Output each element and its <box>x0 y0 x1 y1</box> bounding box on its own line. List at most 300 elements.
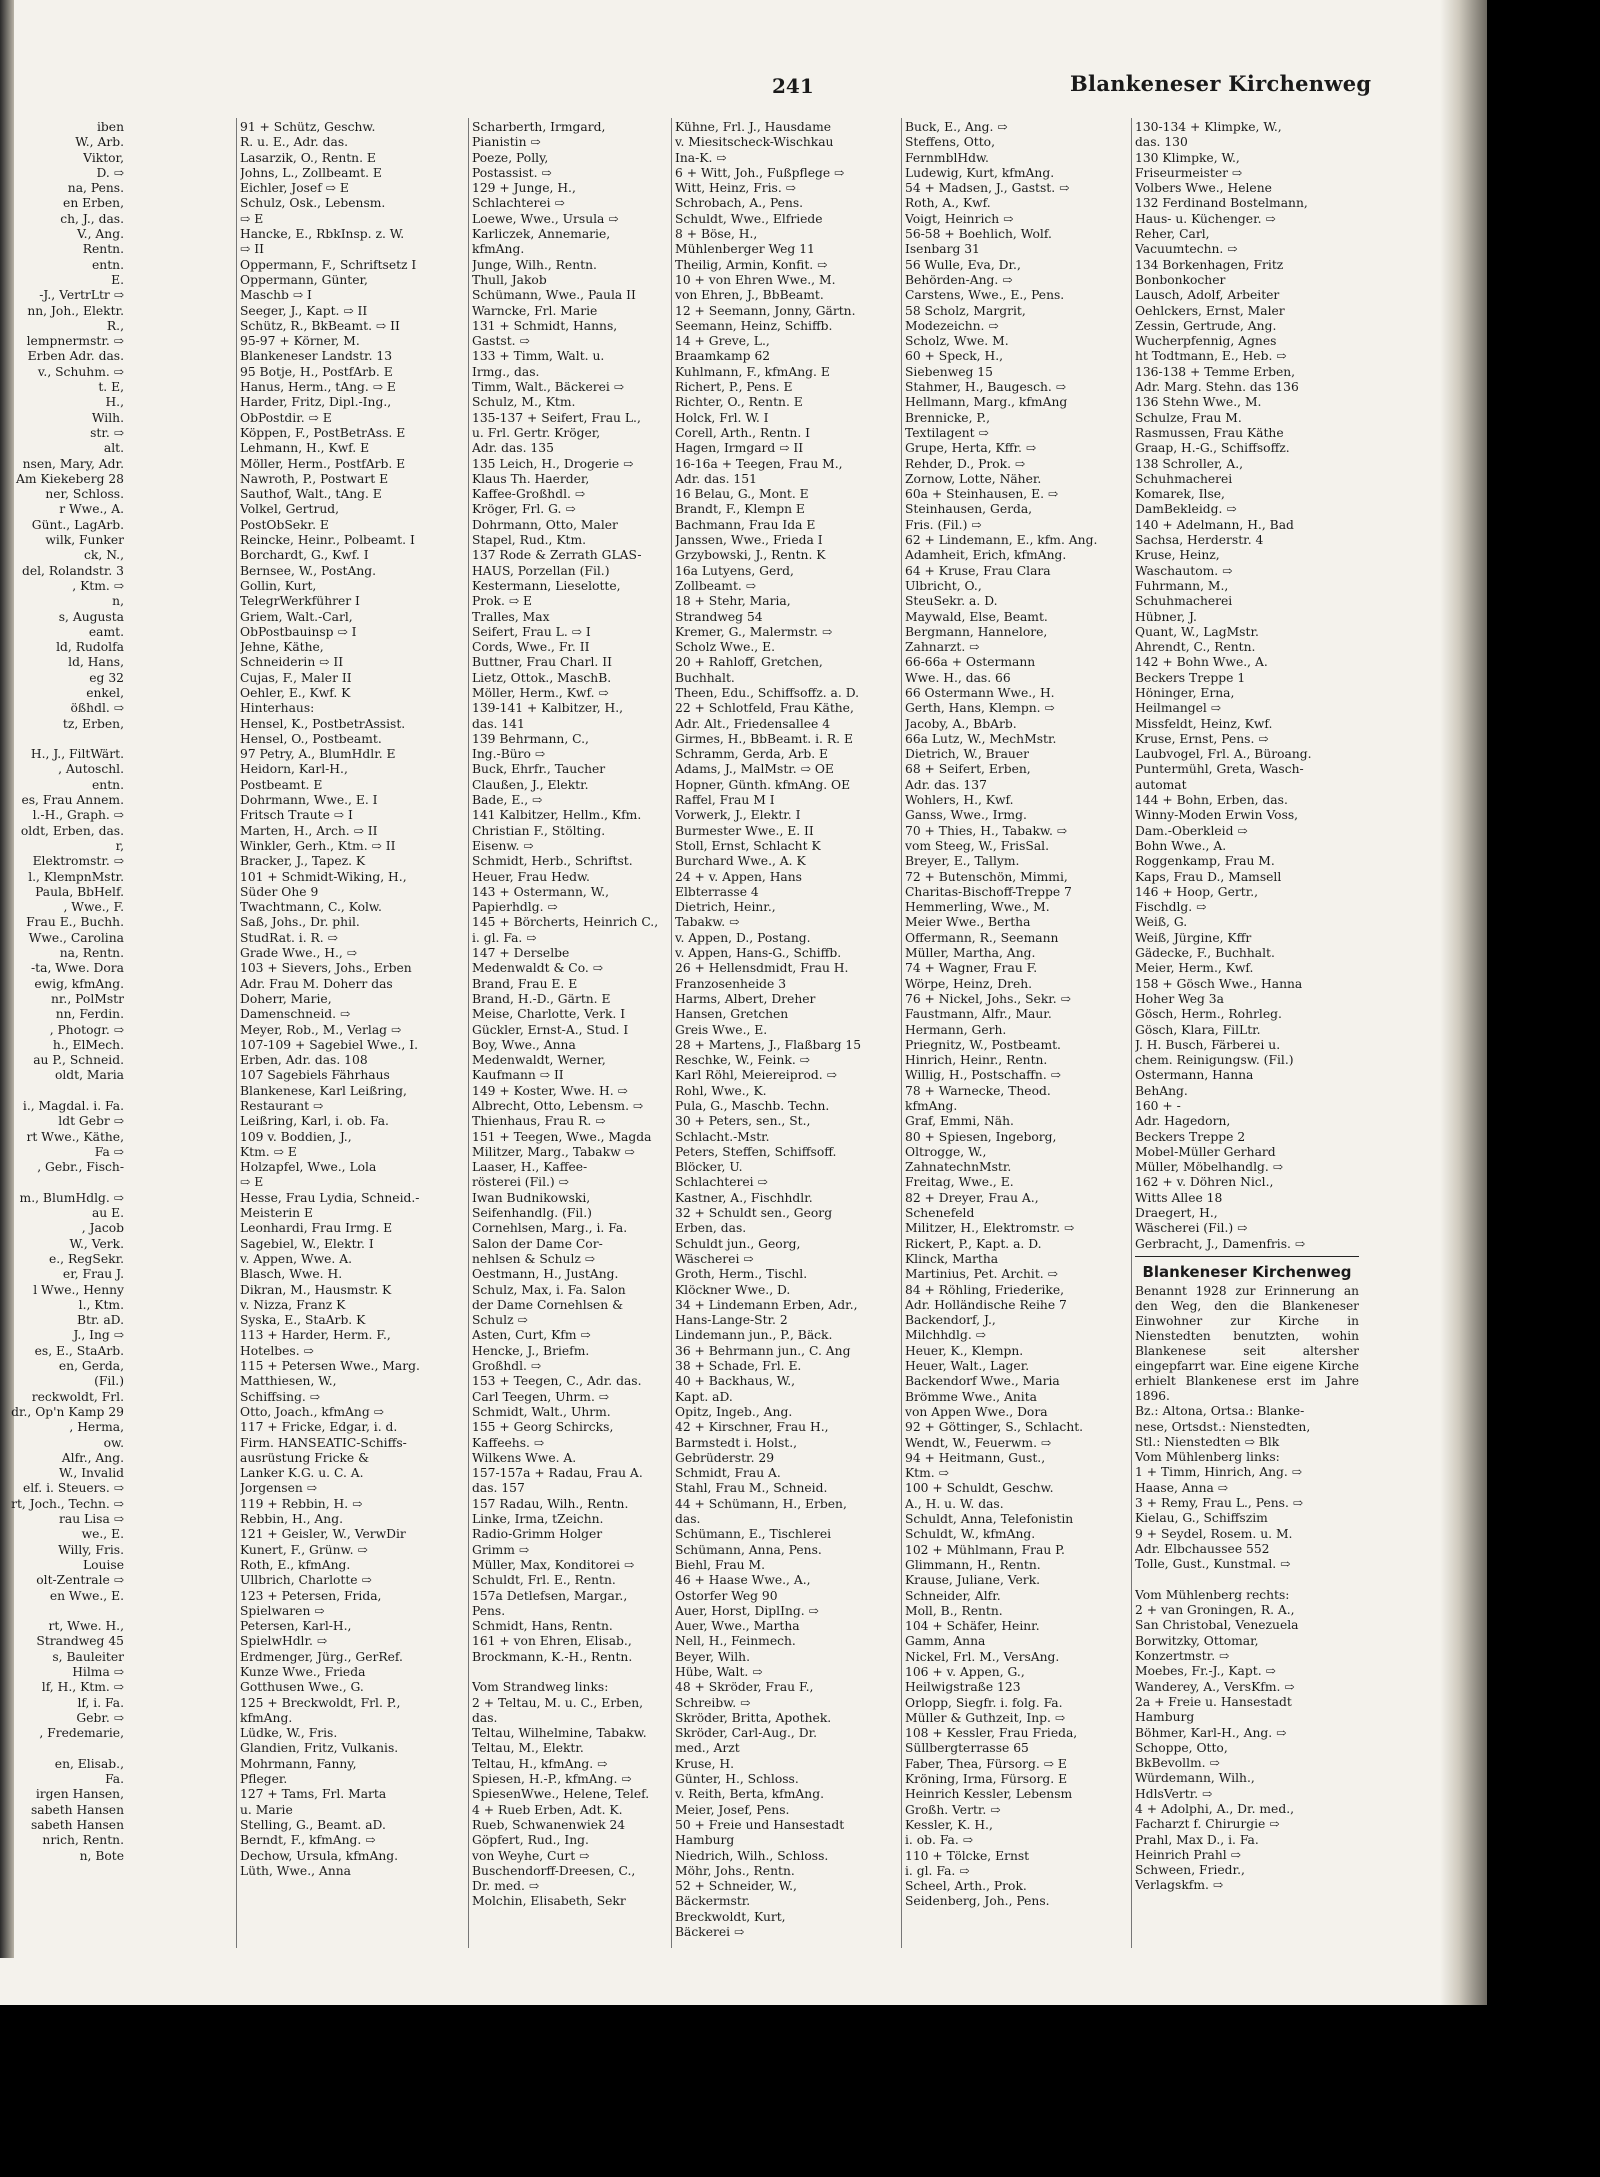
directory-entry-line: Blöcker, U. <box>675 1160 743 1175</box>
directory-entry-line: Siebenweg 15 <box>905 364 993 379</box>
directory-entry-line: Elbterrasse 4 <box>675 884 759 899</box>
directory-entry-line: FernmblHdw. <box>905 150 989 165</box>
column-3 <box>675 120 903 1940</box>
directory-entry-line: 137 Rode & Zerrath GLAS- <box>472 548 642 563</box>
directory-entry-line: Hagen, Irmgard ⇨ II <box>675 441 804 456</box>
directory-entry-line: 62 + Lindemann, E., kfm. Ang. <box>905 533 1098 548</box>
directory-entry-line: W., Arb. <box>75 135 124 150</box>
directory-entry-line: Hensel, K., PostbetrAssist. <box>240 716 406 731</box>
directory-entry-line: 54 + Madsen, J., Gastst. ⇨ <box>905 181 1070 196</box>
directory-entry-line: au P., Schneid. <box>33 1053 124 1068</box>
directory-entry-line: 76 + Nickel, Johs., Sekr. ⇨ <box>905 991 1071 1006</box>
directory-entry-line: 12 + Seemann, Jonny, Gärtn. <box>675 303 856 318</box>
directory-entry-line: Stl.: Nienstedten ⇨ Blk <box>1135 1434 1280 1449</box>
directory-entry-line <box>472 1665 700 1680</box>
directory-entry-line: Hemmerling, Wwe., M. <box>905 900 1050 915</box>
directory-entry-line: Konzertmstr. ⇨ <box>1135 1649 1230 1664</box>
directory-entry-line: 138 Schroller, A., <box>1135 456 1244 471</box>
directory-entry-line: ObPostbauinsp ⇨ I <box>240 624 357 639</box>
directory-entry-line: Theilig, Armin, Konfit. ⇨ <box>675 257 828 272</box>
directory-entry-line: na, Rentn. <box>59 946 124 961</box>
directory-entry-line: , Herma, <box>69 1420 124 1435</box>
directory-entry-line: Schulz ⇨ <box>472 1313 528 1328</box>
directory-entry-line: Hoher Weg 3a <box>1135 991 1224 1006</box>
directory-entry-line: Marten, H., Arch. ⇨ II <box>240 823 378 838</box>
directory-entry-line: Gösch, Herm., Rohrleg. <box>1135 1007 1282 1022</box>
directory-entry-line: tz, Erben, <box>62 716 124 731</box>
directory-entry-line: en, Elisab., <box>54 1756 124 1771</box>
directory-entry-line: Brennicke, P., <box>905 410 990 425</box>
directory-entry-line: HAUS, Porzellan (Fil.) <box>472 563 610 578</box>
directory-entry-line: Asten, Curt, Kfm ⇨ <box>472 1328 591 1343</box>
directory-entry-line: Sagebiel, W., Elektr. I <box>240 1236 374 1251</box>
directory-entry-line: Thull, Jakob <box>472 272 547 287</box>
directory-entry-line: 155 + Georg Schircks, <box>472 1420 614 1435</box>
directory-entry-line: Lüth, Wwe., Anna <box>240 1863 351 1878</box>
directory-entry-line: i., Magdal. i. Fa. <box>22 1099 124 1113</box>
directory-entry-line: 60a + Steinhausen, E. ⇨ <box>905 487 1059 502</box>
directory-entry-line: Papierhdlg. ⇨ <box>472 900 558 915</box>
directory-entry-line: 157 Radau, Wilh., Rentn. <box>472 1496 629 1511</box>
directory-entry-line: Radio-Grimm Holger <box>472 1527 603 1542</box>
directory-entry-line: Gerbracht, J., Damenfris. ⇨ <box>1135 1236 1306 1251</box>
directory-entry-line: Fa. <box>105 1772 124 1787</box>
directory-entry-line: Kröning, Irma, Fürsorg. E <box>905 1772 1068 1787</box>
directory-entry-line: H., J., FiltWärt. <box>30 747 124 762</box>
directory-entry-line: Moll, B., Rentn. <box>905 1603 1003 1618</box>
directory-entry-line: Ina-K. ⇨ <box>675 150 727 165</box>
directory-entry-line: Adr. das. 137 <box>905 777 987 792</box>
directory-entry-line: elf. i. Steuers. ⇨ <box>22 1481 124 1496</box>
directory-entry-line: Beyer, Wilh. <box>675 1649 750 1664</box>
directory-entry-line: 3 + Remy, Frau L., Pens. ⇨ <box>1135 1496 1304 1511</box>
directory-entry-line: Auer, Horst, DiplIng. ⇨ <box>675 1603 819 1618</box>
directory-entry-line: Graap, H.-G., Schiffsoffz. <box>1135 441 1290 456</box>
directory-entry-line: Seifert, Frau L. ⇨ I <box>472 624 591 639</box>
directory-entry-line: rt, Wwe. H., <box>48 1619 124 1634</box>
directory-entry-line: R. u. E., Adr. das. <box>240 135 349 150</box>
directory-entry-line: 136-138 + Temme Erben, <box>1135 364 1296 379</box>
directory-entry-line: 48 + Skröder, Frau F., <box>675 1680 814 1695</box>
directory-entry-line: Ulbricht, O., <box>905 578 982 593</box>
directory-entry-line: Fris. (Fil.) ⇨ <box>905 517 982 532</box>
directory-entry-line: 66 Ostermann Wwe., H. <box>905 685 1055 700</box>
directory-entry-line: Kremer, G., Malermstr. ⇨ <box>675 624 833 639</box>
directory-entry-line: Bernsee, W., PostAng. <box>240 563 377 578</box>
directory-entry-line: Großhdl. ⇨ <box>472 1359 542 1374</box>
directory-entry-line: TelegrWerkführer I <box>240 594 360 609</box>
directory-entry-line: Buttner, Frau Charl. II <box>472 655 612 670</box>
directory-entry-line: Buschendorff-Dreesen, C., <box>472 1863 636 1878</box>
directory-entry-line: 42 + Kirschner, Frau H., <box>675 1420 829 1435</box>
directory-entry-line: irgen Hansen, <box>35 1787 124 1802</box>
directory-entry-line: Theen, Edu., Schiffsoffz. a. D. <box>675 685 860 700</box>
directory-entry-line: iben <box>96 120 124 134</box>
directory-entry-line: Offermann, R., Seemann <box>905 930 1059 945</box>
directory-entry-line: Hanus, Herm., tAng. ⇨ E <box>240 380 396 395</box>
directory-entry-line: von Weyhe, Curt ⇨ <box>472 1848 590 1863</box>
directory-entry-line: i. gl. Fa. ⇨ <box>472 930 537 945</box>
directory-entry-line: 10 + von Ehren Wwe., M. <box>675 272 836 287</box>
directory-entry-line: Zahnarzt. ⇨ <box>905 640 980 655</box>
directory-entry-line: Strandweg 54 <box>675 609 763 624</box>
directory-entry-line: Teltau, M., Elektr. <box>472 1741 584 1756</box>
directory-entry-line: Wendt, W., Feuerwm. ⇨ <box>905 1435 1052 1450</box>
directory-entry-line: Rickert, P., Kapt. a. D. <box>905 1236 1042 1251</box>
directory-entry-line: HdlsVertr. ⇨ <box>1135 1786 1213 1801</box>
directory-entry-line: lempnermstr. ⇨ <box>26 334 124 349</box>
directory-entry-line: Louise <box>82 1557 124 1572</box>
column-1 <box>240 120 468 1940</box>
directory-entry-line: Winkler, Gerh., Ktm. ⇨ II <box>240 838 396 853</box>
directory-entry-line: 146 + Hoop, Gertr., <box>1135 884 1259 899</box>
directory-entry-line: Dam.-Oberkleid ⇨ <box>1135 823 1248 838</box>
directory-entry-line: ch, J., das. <box>60 211 124 226</box>
directory-entry-line: l., KlempnMstr. <box>28 869 124 884</box>
directory-entry-line: Maywald, Else, Beamt. <box>905 609 1048 624</box>
directory-entry-line: v. Reith, Berta, kfmAng. <box>675 1787 824 1802</box>
directory-entry-line: 92 + Göttinger, S., Schlacht. <box>905 1420 1084 1435</box>
directory-entry-line: Brockmann, K.-H., Rentn. <box>472 1649 633 1664</box>
directory-entry-line: 100 + Schuldt, Geschw. <box>905 1481 1054 1496</box>
directory-entry-line: der Dame Cornehlsen & <box>472 1297 624 1312</box>
directory-entry-line: Ing.-Büro ⇨ <box>472 747 546 762</box>
directory-entry-line: Corell, Arth., Rentn. I <box>675 425 810 440</box>
directory-entry-line: rt, Joch., Techn. ⇨ <box>11 1496 124 1511</box>
directory-entry-line: Karl Röhl, Meiereiprod. ⇨ <box>675 1068 837 1083</box>
directory-entry-line: Adr. Hagedorn, <box>1135 1114 1231 1129</box>
directory-entry-line: Kapt. aD. <box>675 1389 733 1404</box>
directory-entry-line: 58 Scholz, Margrit, <box>905 303 1026 318</box>
directory-entry-line: Steinhausen, Gerda, <box>905 502 1033 517</box>
directory-entry-line: 74 + Wagner, Frau F. <box>905 961 1038 976</box>
directory-entry-line: Schenefeld <box>905 1206 975 1221</box>
directory-entry-line: Müller, Max, Konditorei ⇨ <box>472 1557 635 1572</box>
directory-entry-line: Kaps, Frau D., Mamsell <box>1135 869 1282 884</box>
directory-entry-line: Griem, Walt.-Carl, <box>240 609 353 624</box>
directory-entry-line: Klinck, Martha <box>905 1251 999 1266</box>
directory-entry-line: 64 + Kruse, Frau Clara <box>905 563 1051 578</box>
directory-entry-line: Dr. med. ⇨ <box>472 1879 540 1894</box>
directory-entry-line: we., E. <box>81 1527 124 1542</box>
directory-entry-line: 68 + Seifert, Erben, <box>905 762 1031 777</box>
directory-entry-line: 141 Kalbitzer, Hellm., Kfm. <box>472 808 642 823</box>
directory-entry-line: Orlopp, Siegfr. i. folg. Fa. <box>905 1695 1063 1710</box>
directory-entry-line: Ostorfer Weg 90 <box>675 1588 778 1603</box>
directory-entry-line: 16 Belau, G., Mont. E <box>675 487 809 502</box>
directory-entry-line: entn. <box>92 777 124 792</box>
directory-entry-line: Rasmussen, Frau Käthe <box>1135 425 1284 440</box>
directory-entry-line: Bracker, J., Tapez. K <box>240 854 366 869</box>
directory-entry-line: Eichler, Josef ⇨ E <box>240 181 349 196</box>
directory-entry-line: von Ehren, J., BbBeamt. <box>675 288 824 303</box>
directory-entry-line: Warncke, Frl. Marie <box>472 303 598 318</box>
column-2 <box>472 120 700 1940</box>
directory-entry-line: entn. <box>92 257 124 272</box>
directory-entry-line: 80 + Spiesen, Ingeborg, <box>905 1129 1057 1144</box>
directory-entry-line: Dohrmann, Wwe., E. I <box>240 793 378 808</box>
directory-entry-line: Prok. ⇨ E <box>472 594 533 609</box>
directory-entry-line: 102 + Mühlmann, Frau P. <box>905 1542 1065 1557</box>
directory-entry-line: Klöckner Wwe., D. <box>675 1282 791 1297</box>
directory-entry-line: Skröder, Carl-Aug., Dr. <box>675 1726 818 1741</box>
directory-entry-line: Volbers Wwe., Helene <box>1135 181 1272 196</box>
directory-entry-line: Gerth, Hans, Klempn. ⇨ <box>905 701 1055 716</box>
directory-entry-line <box>0 1175 128 1190</box>
directory-entry-line: Schütz, R., BkBeamt. ⇨ II <box>240 318 400 333</box>
directory-entry-line: Gastst. ⇨ <box>472 334 530 349</box>
directory-entry-line: 135 Leich, H., Drogerie ⇨ <box>472 456 634 471</box>
directory-entry-line <box>0 1084 128 1099</box>
directory-entry-line: Mühlenberger Weg 11 <box>675 242 815 257</box>
directory-entry-line: Wilh. <box>91 410 124 425</box>
directory-entry-line: Spielwaren ⇨ <box>240 1603 325 1618</box>
directory-entry-line: 34 + Lindemann Erben, Adr., <box>675 1297 858 1312</box>
column-4 <box>905 120 1133 1940</box>
directory-entry-line: Kielau, G., Schiffszim <box>1135 1511 1268 1526</box>
directory-entry-line: Franzosenheide 3 <box>675 976 787 991</box>
directory-entry-line: Reschke, W., Feink. ⇨ <box>675 1053 810 1068</box>
directory-entry-line: v. Appen, Wwe. A. <box>240 1251 352 1266</box>
directory-entry-line: Wanderey, A., VersKfm. ⇨ <box>1135 1679 1295 1694</box>
directory-entry-line: , Gebr., Fisch- <box>37 1160 124 1175</box>
directory-entry-line: Postbeamt. E <box>240 777 323 792</box>
directory-entry-line: W., Verk. <box>69 1236 124 1251</box>
directory-entry-line: Nickel, Frl. M., VersAng. <box>905 1649 1060 1664</box>
directory-entry-line: Schmidt, Hans, Rentn. <box>472 1619 613 1634</box>
directory-entry-line: Behörden-Ang. ⇨ <box>905 272 1013 287</box>
directory-entry-line: Strandweg 45 <box>36 1634 124 1649</box>
page-edge-shadow <box>1440 0 1487 2005</box>
directory-entry-line: Kühne, Frl. J., Hausdame <box>675 120 832 134</box>
directory-entry-line: e., RegSekr. <box>49 1251 124 1266</box>
directory-entry-line: 149 + Koster, Wwe. H. ⇨ <box>472 1083 628 1098</box>
directory-entry-line: , Ktm. ⇨ <box>72 578 124 593</box>
directory-entry-line: Fa ⇨ <box>94 1144 124 1159</box>
directory-entry-line: Hans-Lange-Str. 2 <box>675 1313 788 1328</box>
directory-entry-line: 66-66a + Ostermann <box>905 655 1036 670</box>
directory-entry-line: Erben, Adr. das. 108 <box>240 1053 368 1068</box>
directory-entry-line: 94 + Heitmann, Gust., <box>905 1450 1046 1465</box>
directory-entry-line: 135-137 + Seifert, Frau L., <box>472 410 641 425</box>
directory-entry-line: sabeth Hansen <box>30 1802 124 1817</box>
directory-entry-line: Teltau, Wilhelmine, Tabakw. <box>472 1726 647 1741</box>
directory-entry-line: Elektromstr. ⇨ <box>32 854 124 869</box>
directory-entry-line: Oppermann, Günter, <box>240 272 368 287</box>
directory-entry-line: Junge, Wilh., Rentn. <box>472 257 597 272</box>
directory-entry-line: Gösch, Klara, FilLtr. <box>1135 1022 1261 1037</box>
directory-entry-line: s, Bauleiter <box>52 1649 124 1664</box>
directory-entry-line: Adams, J., MalMstr. ⇨ OE <box>675 762 834 777</box>
directory-entry-line: Fritsch Traute ⇨ I <box>240 808 353 823</box>
directory-entry-line: von Appen Wwe., Dora <box>905 1404 1048 1419</box>
directory-entry-line: 162 + v. Döhren Nicl., <box>1135 1175 1274 1190</box>
directory-entry-line: Salon der Dame Cor- <box>472 1236 603 1251</box>
directory-entry-line: Eisenw. ⇨ <box>472 838 534 853</box>
directory-entry-line: Möller, Herm., PostfArb. E <box>240 456 406 471</box>
directory-entry-line: Göpfert, Rud., Ing. <box>472 1833 589 1848</box>
directory-entry-line: Böhmer, Karl-H., Ang. ⇨ <box>1135 1725 1287 1740</box>
directory-entry-line: 30 + Peters, sen., St., <box>675 1114 811 1129</box>
directory-entry-line: Albrecht, Otto, Lebensm. ⇨ <box>472 1099 644 1113</box>
directory-entry-line: 6 + Witt, Joh., Fußpflege ⇨ <box>675 165 845 180</box>
directory-entry-line: Barmstedt i. Holst., <box>675 1435 798 1450</box>
directory-entry-line: Holck, Frl. W. I <box>675 410 769 425</box>
directory-entry-line: Linke, Irma, tZeichn. <box>472 1512 604 1527</box>
directory-entry-line: ⇨ E <box>240 211 264 226</box>
directory-entry-line: Ullbrich, Charlotte ⇨ <box>240 1573 372 1588</box>
directory-entry-line: Paula, BbHelf. <box>35 884 124 899</box>
directory-entry-line: Schuldt jun., Georg, <box>675 1236 801 1251</box>
directory-entry-line: 129 + Junge, H., <box>472 181 576 196</box>
directory-entry-line: Hübner, J. <box>1135 609 1197 624</box>
directory-entry-line: 140 + Adelmann, H., Bad <box>1135 517 1294 532</box>
directory-entry-line: Witt, Heinz, Fris. ⇨ <box>675 181 796 196</box>
directory-entry-line: Hancke, E., RbkInsp. z. W. <box>240 227 405 242</box>
directory-entry-line: Bohn Wwe., A. <box>1135 838 1227 853</box>
directory-entry-line: kfmAng. <box>905 1099 958 1113</box>
directory-entry-line: Biehl, Frau M. <box>675 1557 765 1572</box>
directory-entry-line: Seifenhandlg. (Fil.) <box>472 1206 592 1221</box>
directory-entry-line: ht Todtmann, E., Heb. ⇨ <box>1135 349 1287 364</box>
directory-entry-line: Rentn. <box>82 242 124 257</box>
directory-entry-line: Claußen, J., Elektr. <box>472 777 589 792</box>
directory-entry-line: Nawroth, P., Postwart E <box>240 471 389 486</box>
directory-entry-line: Draegert, H., <box>1135 1206 1218 1221</box>
directory-entry-line: Erdmenger, Jürg., GerRef. <box>240 1649 403 1664</box>
directory-entry-line: Heidorn, Karl-H., <box>240 762 348 777</box>
directory-entry-line: Schuhmacherei <box>1135 471 1233 486</box>
directory-entry-line: 2a + Freie u. Hansestadt <box>1135 1694 1292 1709</box>
directory-entry-line: Hensel, O., Postbeamt. <box>240 731 382 746</box>
directory-entry-line: Kessler, K. H., <box>905 1817 993 1832</box>
directory-entry-line: Kaffeehs. ⇨ <box>472 1435 545 1450</box>
directory-entry-line: A., H. u. W. das. <box>905 1496 1004 1511</box>
directory-entry-line: Hübe, Walt. ⇨ <box>675 1664 763 1679</box>
directory-entry-line: 107-109 + Sagebiel Wwe., I. <box>240 1037 418 1052</box>
directory-entry-line: SpiesenWwe., Helene, Telef. <box>472 1787 650 1802</box>
directory-entry-line: Roth, E., kfmAng. <box>240 1557 351 1572</box>
directory-entry-line: Karliczek, Annemarie, <box>472 227 611 242</box>
directory-entry-line: 101 + Schmidt-Wiking, H., <box>240 869 407 884</box>
directory-entry-line: 91 + Schütz, Geschw. <box>240 120 376 134</box>
directory-entry-line: 117 + Fricke, Edgar, i. d. <box>240 1420 398 1435</box>
directory-entry-line: Höninger, Erna, <box>1135 685 1235 700</box>
directory-entry-line: 108 + Kessler, Frau Frieda, <box>905 1726 1078 1741</box>
directory-entry-line: ld, Rudolfa <box>56 640 124 655</box>
directory-entry-line: Kastner, A., Fischhdlr. <box>675 1190 813 1205</box>
directory-entry-line: Alfr., Ang. <box>61 1450 124 1465</box>
directory-entry-line: Puntermühl, Greta, Wasch- <box>1135 762 1304 777</box>
directory-entry-line: Adr. Frau M. Doherr das <box>240 976 393 991</box>
directory-entry-line: en Erben, <box>63 196 124 211</box>
directory-entry-line: Heilmangel ⇨ <box>1135 701 1222 716</box>
directory-entry-line: 104 + Schäfer, Heinr. <box>905 1619 1040 1634</box>
directory-entry-line: Oehlckers, Ernst, Maler <box>1135 303 1285 318</box>
directory-entry-line: -J., VertrLtr ⇨ <box>39 288 124 303</box>
directory-entry-line: Lindemann jun., P., Bäck. <box>675 1328 833 1343</box>
directory-entry-line: Medenwaldt, Werner, <box>472 1053 606 1068</box>
directory-entry-line: SteuSekr. a. D. <box>905 594 998 609</box>
directory-entry-line: Grupe, Herta, Kffr. ⇨ <box>905 441 1037 456</box>
directory-entry-line: 20 + Rahloff, Gretchen, <box>675 655 823 670</box>
directory-entry-line: Vom Mühlenberg rechts: <box>1135 1587 1290 1602</box>
directory-entry-line: Ostermann, Hanna <box>1135 1068 1254 1083</box>
directory-entry-line: Lausch, Adolf, Arbeiter <box>1135 288 1280 303</box>
directory-entry-line: Irmg., das. <box>472 364 540 379</box>
directory-entry-line: Backendorf Wwe., Maria <box>905 1374 1060 1389</box>
scan-background <box>0 2005 1600 2177</box>
directory-entry-line: Schulz, M., Ktm. <box>472 395 576 410</box>
directory-entry-line: Burchard Wwe., A. K <box>675 854 806 869</box>
directory-entry-line: v. Appen, D., Postang. <box>675 930 811 945</box>
directory-entry-line: 119 + Rebbin, H. ⇨ <box>240 1496 363 1511</box>
directory-entry-line: t. E, <box>98 380 124 395</box>
directory-entry-line: Facharzt f. Chirurgie ⇨ <box>1135 1817 1280 1832</box>
directory-entry-line: Schuhmacherei <box>1135 594 1233 609</box>
directory-entry-line: Oltrogge, W., <box>905 1144 987 1159</box>
directory-entry-line: 151 + Teegen, Wwe., Magda <box>472 1129 652 1144</box>
directory-entry-line: ObPostdir. ⇨ E <box>240 410 332 425</box>
directory-entry-line: Schulz, Max, i. Fa. Salon <box>472 1282 626 1297</box>
directory-entry-line: Scheel, Arth., Prok. <box>905 1879 1027 1894</box>
directory-entry-line: Textilagent ⇨ <box>905 425 989 440</box>
directory-entry-line: 127 + Tams, Frl. Marta <box>240 1787 387 1802</box>
directory-entry-line: Pianistin ⇨ <box>472 135 541 150</box>
directory-entry-line: 136 Stehn Wwe., M. <box>1135 395 1262 410</box>
directory-entry-line: 147 + Derselbe <box>472 946 570 961</box>
directory-entry-line: Zollbeamt. ⇨ <box>675 578 757 593</box>
directory-entry-line: 131 + Schmidt, Hanns, <box>472 318 618 333</box>
directory-entry-line: Sachsa, Herderstr. 4 <box>1135 533 1264 548</box>
directory-entry-line: 8 + Böse, H., <box>675 227 758 242</box>
directory-entry-line: Borwitzky, Ottomar, <box>1135 1633 1259 1648</box>
directory-entry-line: R., <box>106 318 124 333</box>
directory-entry-line: 32 + Schuldt sen., Georg <box>675 1206 833 1221</box>
directory-entry-line: Cords, Wwe., Fr. II <box>472 640 590 655</box>
directory-entry-line: V., Ang. <box>76 227 124 242</box>
directory-entry-line: 44 + Schümann, H., Erben, <box>675 1496 847 1511</box>
directory-entry-line: Medenwaldt & Co. ⇨ <box>472 961 604 976</box>
directory-entry-line: Lasarzik, O., Rentn. E <box>240 150 376 165</box>
directory-entry-line: olt-Zentrale ⇨ <box>36 1573 124 1588</box>
directory-entry-line: Isenbarg 31 <box>905 242 980 257</box>
directory-entry-line: enkel, <box>86 685 124 700</box>
directory-entry-line: Seidenberg, Joh., Pens. <box>905 1894 1050 1909</box>
directory-entry-line: Wwe., Carolina <box>28 930 124 945</box>
directory-entry-line: u. Marie <box>240 1802 293 1817</box>
directory-entry-line: 2 + Teltau, M. u. C., Erben, <box>472 1695 644 1710</box>
directory-entry-line: Quant, W., LagMstr. <box>1135 624 1259 639</box>
directory-entry-line: Doherr, Marie, <box>240 991 332 1006</box>
directory-entry-line: Johns, L., Zollbeamt. E <box>240 165 382 180</box>
directory-entry-line: 24 + v. Appen, Hans <box>675 869 802 884</box>
directory-entry-line: Süllbergterrasse 65 <box>905 1741 1029 1756</box>
directory-entry-line: ld, Hans, <box>68 655 124 670</box>
directory-entry-line: Pfleger. <box>240 1772 288 1787</box>
directory-entry-line: Schümann, Anna, Pens. <box>675 1542 822 1557</box>
directory-entry-line: automat <box>1135 777 1187 792</box>
directory-entry-line: Jacoby, A., BbArb. <box>905 716 1017 731</box>
directory-entry-line: Meyer, Rob., M., Verlag ⇨ <box>240 1022 402 1037</box>
directory-entry-line: Grimm ⇨ <box>472 1542 530 1557</box>
directory-entry-line: med., Arzt <box>675 1741 740 1756</box>
directory-entry-line: m., BlumHdlg. ⇨ <box>19 1190 124 1205</box>
directory-entry-line: 106 + v. Appen, G., <box>905 1664 1025 1679</box>
directory-entry-line: Niedrich, Wilh., Schloss. <box>675 1848 829 1863</box>
directory-entry-line: Reher, Carl, <box>1135 227 1210 242</box>
directory-entry-line: Molchin, Elisabeth, Sekr <box>472 1894 626 1909</box>
